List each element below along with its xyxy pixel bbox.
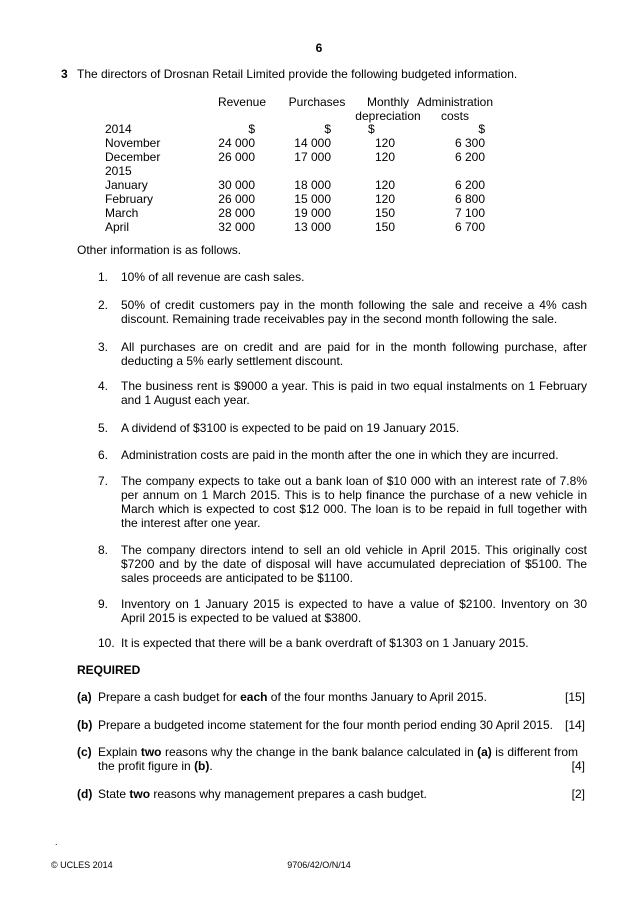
question-intro: The directors of Drosnan Retail Limited provide the following budgeted information. bbox=[77, 67, 518, 81]
row-admin: 6 200 bbox=[454, 150, 485, 164]
marks: [4] bbox=[571, 759, 585, 773]
header-revenue: Revenue bbox=[217, 95, 267, 109]
header-purchases: Purchases bbox=[288, 95, 346, 109]
footer-code: 9706/42/O/N/14 bbox=[287, 860, 351, 870]
part-label: (c) bbox=[77, 745, 92, 759]
row-admin: 7 100 bbox=[454, 206, 485, 220]
list-text: 50% of credit customers pay in the month following the sale and receive a 4% cash discount. Remaining trade receivables pay in the second month following the sale. bbox=[121, 298, 587, 326]
footer-copyright: © UCLES 2014 bbox=[51, 860, 113, 870]
row-admin: 6 200 bbox=[454, 178, 485, 192]
row-depreciation: 120 bbox=[374, 150, 395, 164]
row-depreciation: 150 bbox=[374, 220, 395, 234]
row-revenue: 30 000 bbox=[218, 178, 255, 192]
part-text: Explain two reasons why the change in the bank balance calculated in (a) is different from the profit figure in (b). bbox=[98, 745, 578, 773]
table-header-row-2 bbox=[77, 109, 557, 123]
list-text: The company directors intend to sell an old vehicle in April 2015. This originally cost $7200 and by the date of disposal will have accumulated depreciation of $5100. The sales proceeds are anticipated to be $1100. bbox=[121, 543, 587, 585]
row-revenue: 26 000 bbox=[218, 150, 255, 164]
table-row bbox=[77, 220, 557, 234]
question-number: 3 bbox=[61, 67, 68, 81]
table-header-row bbox=[77, 95, 557, 109]
marks: [15] bbox=[564, 690, 585, 704]
table-row bbox=[77, 192, 557, 206]
page-number: 6 bbox=[315, 41, 323, 55]
list-text: All purchases are on credit and are paid for in the month following purchase, after deducting a 5% early settlement discount. bbox=[121, 340, 587, 368]
row-depreciation: 120 bbox=[374, 192, 395, 206]
row-month: February bbox=[105, 192, 154, 206]
header-administration: Administration bbox=[416, 95, 494, 109]
list-number: 9. bbox=[98, 597, 109, 611]
currency-purchases: $ bbox=[324, 122, 331, 136]
row-purchases: 18 000 bbox=[294, 178, 331, 192]
part-text: State two reasons why management prepares a cash budget. bbox=[98, 787, 427, 801]
currency-revenue: $ bbox=[248, 122, 255, 136]
row-revenue: 28 000 bbox=[218, 206, 255, 220]
row-month: January bbox=[105, 178, 148, 192]
row-purchases: 15 000 bbox=[294, 192, 331, 206]
row-admin: 6 700 bbox=[454, 220, 485, 234]
row-purchases: 17 000 bbox=[294, 150, 331, 164]
table-row bbox=[77, 150, 557, 164]
required-heading: REQUIRED bbox=[77, 663, 141, 677]
currency-admin: $ bbox=[478, 122, 485, 136]
row-depreciation: 150 bbox=[374, 206, 395, 220]
list-text: The business rent is $9000 a year. This is paid in two equal instalments on 1 February and 1 August each year. bbox=[121, 379, 587, 407]
list-text: Administration costs are paid in the month after the one in which they are incurred. bbox=[121, 448, 559, 462]
marks: [2] bbox=[571, 787, 585, 801]
part-label: (b) bbox=[77, 718, 93, 732]
table-year-row bbox=[77, 164, 557, 178]
list-number: 2. bbox=[98, 298, 109, 312]
part-text: Prepare a cash budget for each of the four months January to April 2015. bbox=[98, 690, 487, 704]
list-text: The company expects to take out a bank loan of $10 000 with an interest rate of 7.8% per annum on 1 March 2015. This is to help finance the purchase of a new vehicle in March which is expected to cost $12 000. The loan is to be repaid in full together with the interest after one year. bbox=[121, 474, 587, 530]
table-row bbox=[77, 206, 557, 220]
list-number: 7. bbox=[98, 474, 109, 488]
row-month: December bbox=[105, 150, 161, 164]
table-row bbox=[77, 178, 557, 192]
row-revenue: 32 000 bbox=[218, 220, 255, 234]
footer-dot: . bbox=[55, 837, 58, 847]
header-depreciation: Monthly bbox=[366, 95, 410, 109]
list-text: Inventory on 1 January 2015 is expected to have a value of $2100. Inventory on 30 April 2015 is expected to be valued at $3800. bbox=[121, 597, 587, 625]
other-info-heading: Other information is as follows. bbox=[77, 243, 242, 257]
part-text: Prepare a budgeted income statement for the four month period ending 30 April 2015. bbox=[98, 718, 553, 732]
row-month: November bbox=[105, 136, 161, 150]
list-text: 10% of all revenue are cash sales. bbox=[121, 270, 305, 284]
header-costs: costs bbox=[440, 109, 469, 123]
marks: [14] bbox=[564, 718, 585, 732]
row-revenue: 26 000 bbox=[218, 192, 255, 206]
year-2015: 2015 bbox=[105, 164, 132, 178]
table-row bbox=[77, 136, 557, 150]
row-revenue: 24 000 bbox=[218, 136, 255, 150]
list-number: 1. bbox=[98, 270, 109, 284]
list-number: 3. bbox=[98, 340, 109, 354]
currency-depreciation: $ bbox=[368, 122, 375, 136]
list-text: A dividend of $3100 is expected to be paid on 19 January 2015. bbox=[121, 421, 460, 435]
row-purchases: 13 000 bbox=[294, 220, 331, 234]
row-depreciation: 120 bbox=[374, 178, 395, 192]
header-depreciation-2: depreciation bbox=[355, 109, 421, 123]
row-admin: 6 300 bbox=[454, 136, 485, 150]
row-purchases: 14 000 bbox=[294, 136, 331, 150]
part-label: (a) bbox=[77, 690, 92, 704]
table-year-row bbox=[77, 122, 557, 136]
row-month: April bbox=[105, 220, 130, 234]
year-2014: 2014 bbox=[105, 122, 132, 136]
list-number: 10. bbox=[98, 636, 115, 650]
list-number: 5. bbox=[98, 421, 109, 435]
list-number: 4. bbox=[98, 379, 109, 393]
part-label: (d) bbox=[77, 787, 93, 801]
row-month: March bbox=[105, 206, 139, 220]
row-admin: 6 800 bbox=[454, 192, 485, 206]
row-purchases: 19 000 bbox=[294, 206, 331, 220]
row-depreciation: 120 bbox=[374, 136, 395, 150]
list-text: It is expected that there will be a bank overdraft of $1303 on 1 January 2015. bbox=[121, 636, 529, 650]
list-number: 6. bbox=[98, 448, 109, 462]
list-number: 8. bbox=[98, 543, 109, 557]
